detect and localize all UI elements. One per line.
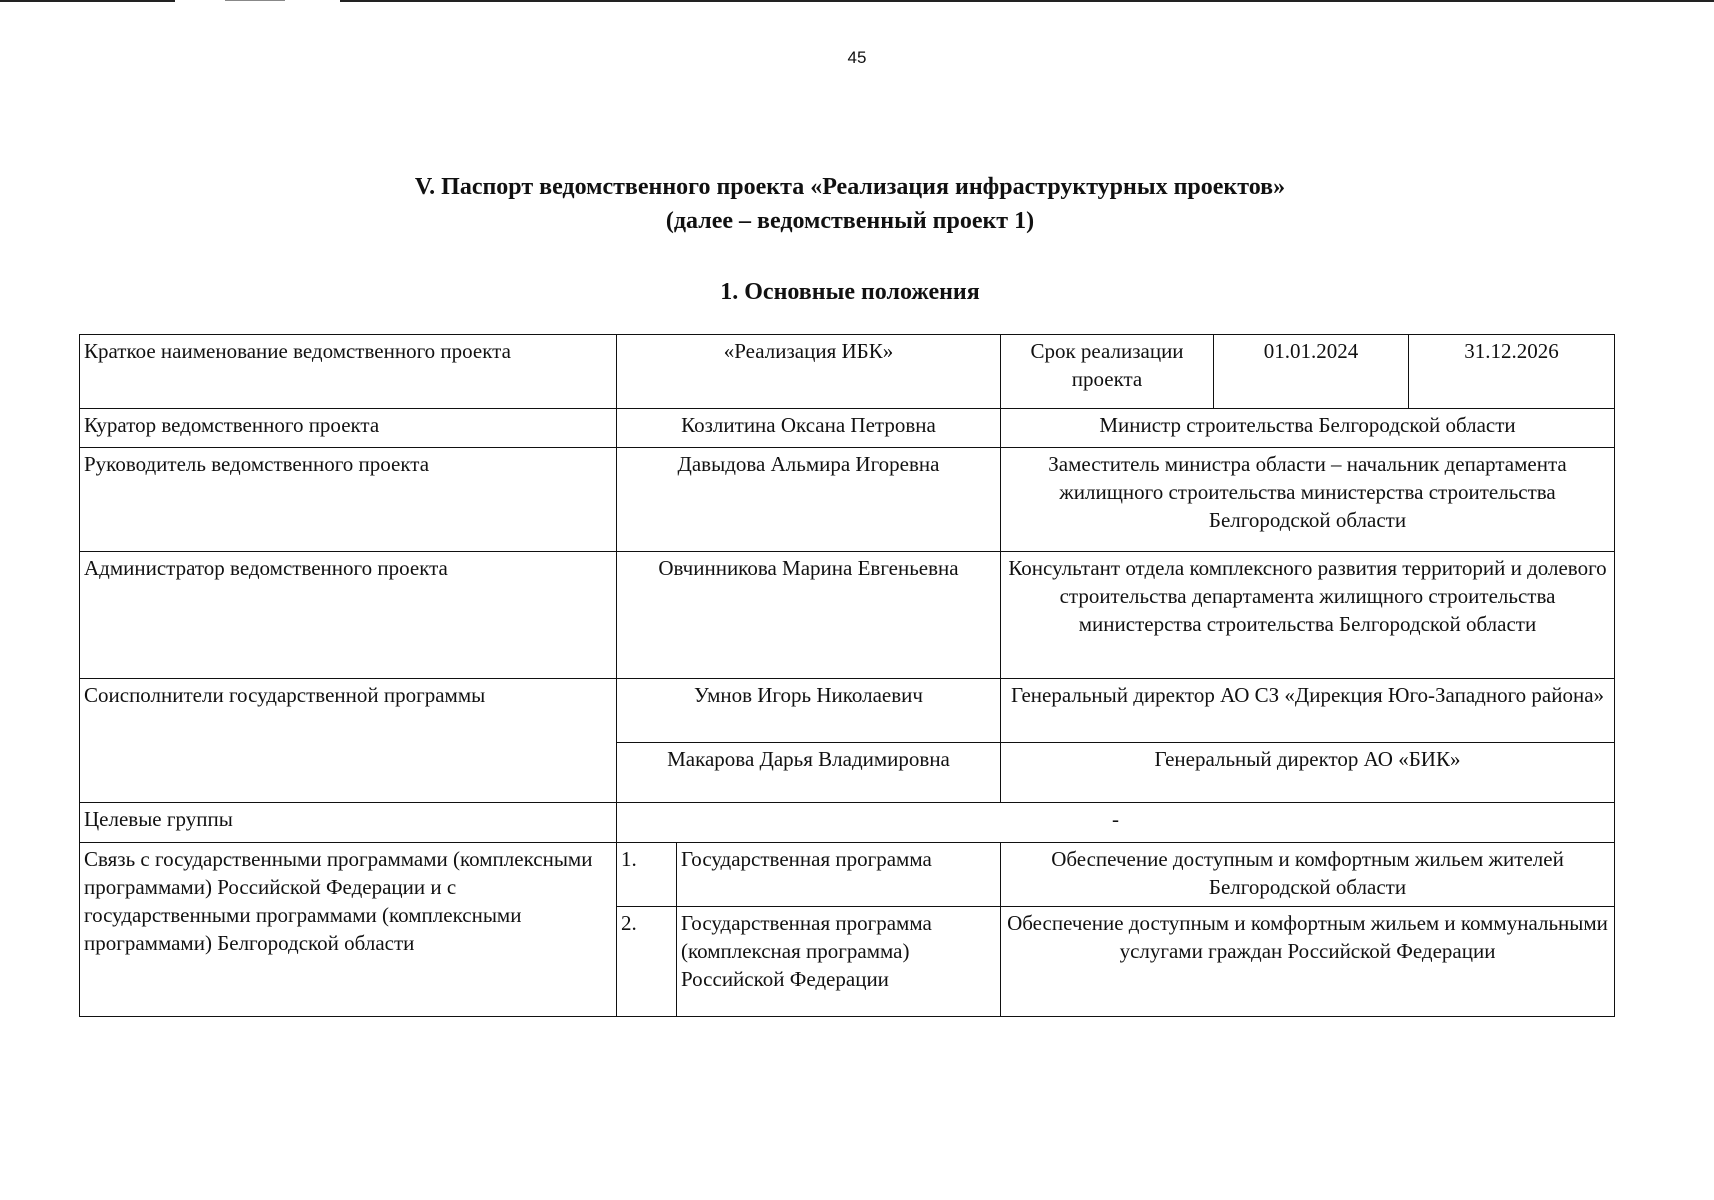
program-number: 1.	[617, 843, 677, 907]
target-groups-label: Целевые группы	[80, 803, 617, 843]
head-position: Заместитель министра области – начальник департамента жилищного строительства министерства строительства Белгородской области	[1001, 448, 1615, 552]
document-title	[0, 170, 1700, 238]
co-executors-label: Соисполнители государственной программы	[80, 679, 617, 803]
row-co-executor-1	[80, 679, 1615, 743]
section-title: 1. Основные положения	[720, 279, 980, 305]
program-name: Обеспечение доступным и комфортным жильем и коммунальными услугами граждан Российской Федерации	[1001, 907, 1615, 1017]
administrator-position: Консультант отдела комплексного развития территорий и долевого строительства департамента жилищного строительства министерства строительства Белгородской области	[1001, 552, 1615, 679]
scan-edge-line-mid	[225, 0, 285, 1]
program-type: Государственная программа	[677, 843, 1001, 907]
short-name-value: «Реализация ИБК»	[617, 335, 1001, 409]
end-date: 31.12.2026	[1409, 335, 1615, 409]
administrator-label: Администратор ведомственного проекта	[80, 552, 617, 679]
short-name-label: Краткое наименование ведомственного проекта	[80, 335, 617, 409]
row-target-groups	[80, 803, 1615, 843]
curator-name: Козлитина Оксана Петровна	[617, 409, 1001, 448]
row-program-1	[80, 843, 1615, 907]
row-short-name	[80, 335, 1615, 409]
co-executor-name: Макарова Дарья Владимировна	[617, 743, 1001, 803]
project-passport-table	[79, 334, 1615, 1017]
row-curator	[80, 409, 1615, 448]
program-name: Обеспечение доступным и комфортным жильем жителей Белгородской области	[1001, 843, 1615, 907]
row-head	[80, 448, 1615, 552]
head-name: Давыдова Альмира Игоревна	[617, 448, 1001, 552]
co-executor-position: Генеральный директор АО СЗ «Дирекция Юго-Западного района»	[1001, 679, 1615, 743]
programs-link-label: Связь с государственными программами (комплексными программами) Российской Федерации и с государственными программами (комплексными программами) Белгородской области	[80, 843, 617, 1017]
target-groups-value: -	[617, 803, 1615, 843]
co-executor-name: Умнов Игорь Николаевич	[617, 679, 1001, 743]
program-type: Государственная программа (комплексная программа) Российской Федерации	[677, 907, 1001, 1017]
document-title-line-1: V. Паспорт ведомственного проекта «Реализация инфраструктурных проектов»	[414, 174, 1286, 200]
program-number: 2.	[617, 907, 677, 1017]
scan-edge-line-left	[0, 0, 175, 2]
page-number: 45	[847, 48, 867, 67]
head-label: Руководитель ведомственного проекта	[80, 448, 617, 552]
administrator-name: Овчинникова Марина Евгеньевна	[617, 552, 1001, 679]
document-title-line-2: (далее – ведомственный проект 1)	[665, 208, 1035, 234]
curator-label: Куратор ведомственного проекта	[80, 409, 617, 448]
co-executor-position: Генеральный директор АО «БИК»	[1001, 743, 1615, 803]
start-date: 01.01.2024	[1214, 335, 1409, 409]
term-label: Срок реализации проекта	[1001, 335, 1214, 409]
row-administrator	[80, 552, 1615, 679]
scan-edge-line-right	[340, 0, 1714, 2]
curator-position: Министр строительства Белгородской области	[1001, 409, 1615, 448]
